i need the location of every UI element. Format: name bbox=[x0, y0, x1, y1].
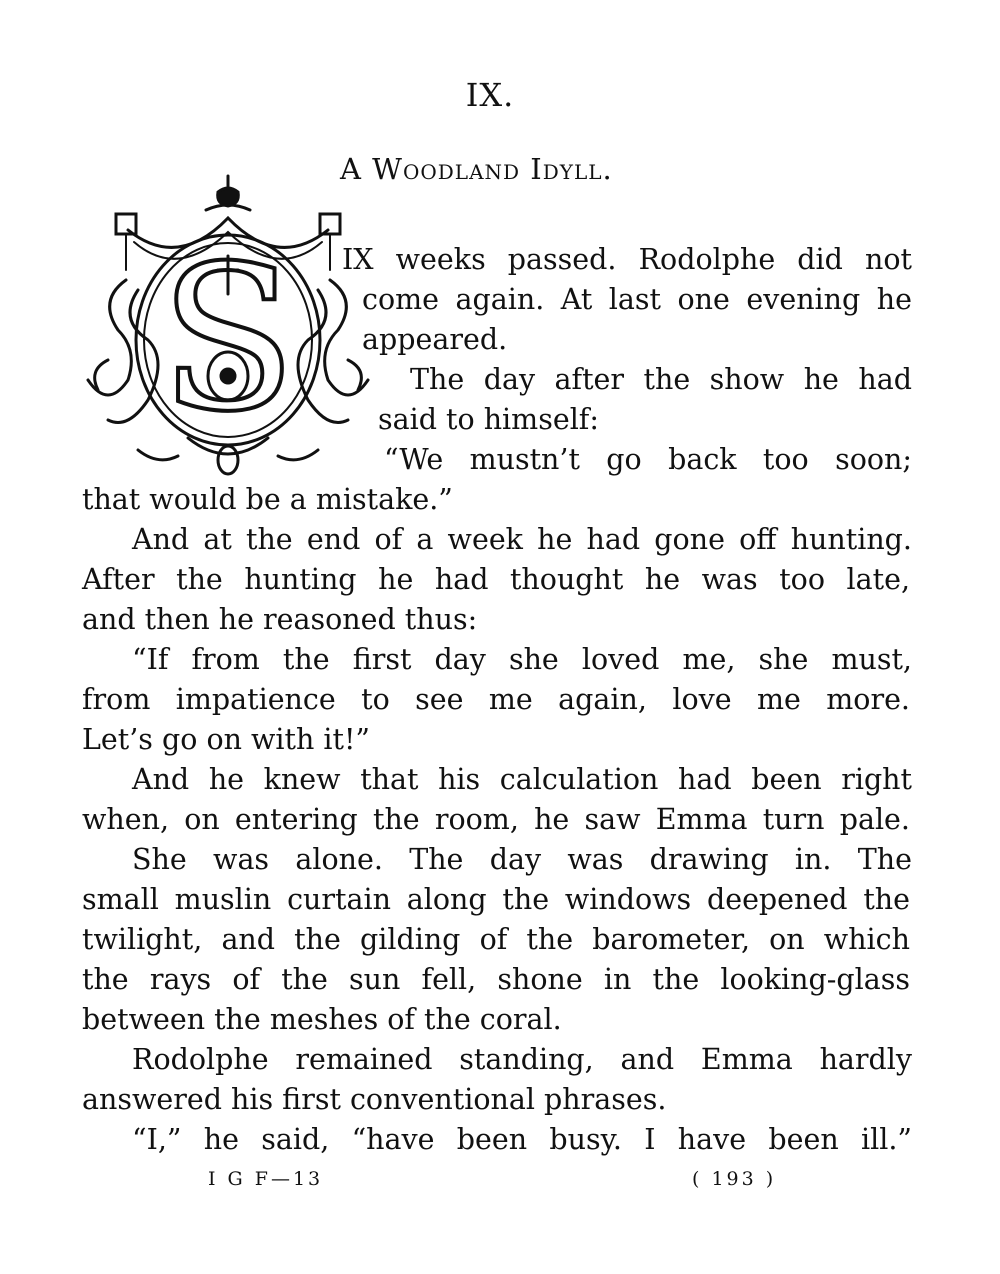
text-line: the rays of the sun fell, shone in the looking-glass bbox=[82, 963, 910, 996]
text-line: “If from the first day she loved me, she must, bbox=[132, 643, 912, 676]
text-line: appeared. bbox=[362, 323, 508, 356]
text-line: IX weeks passed. Rodolphe did not bbox=[342, 243, 912, 276]
text-line: “We mustn’t go back too soon; bbox=[384, 443, 912, 476]
text-line: between the meshes of the coral. bbox=[82, 1003, 562, 1036]
text-line: said to himself: bbox=[378, 403, 599, 436]
text-line: that would be a mistake.” bbox=[82, 483, 453, 516]
page-number: ( 193 ) bbox=[692, 1168, 777, 1190]
text-line: Let’s go on with it!” bbox=[82, 723, 370, 756]
chapter-title: A Woodland Idyll. bbox=[340, 152, 613, 186]
text-line: The day after the show he had bbox=[410, 363, 912, 396]
text-line: twilight, and the gilding of the barometer, on which bbox=[82, 923, 910, 956]
chapter-number: IX. bbox=[465, 76, 515, 114]
text-line: And at the end of a week he had gone off hunting. bbox=[132, 523, 912, 556]
text-line: answered his first conventional phrases. bbox=[82, 1083, 667, 1116]
drop-cap-letter: S bbox=[159, 223, 297, 456]
text-line: “I,” he said, “have been busy. I have been ill.” bbox=[132, 1123, 912, 1156]
text-line: and then he reasoned thus: bbox=[82, 603, 478, 636]
printer-signature: I G F—13 bbox=[208, 1168, 324, 1190]
text-line: After the hunting he had thought he was too late, bbox=[82, 563, 910, 596]
text-line: She was alone. The day was drawing in. The bbox=[132, 843, 912, 876]
ornamental-initial bbox=[78, 170, 378, 478]
text-line: from impatience to see me again, love me more. bbox=[82, 683, 910, 716]
text-line: when, on entering the room, he saw Emma turn pale. bbox=[82, 803, 910, 836]
text-line: small muslin curtain along the windows deepened the bbox=[82, 883, 910, 916]
text-line: come again. At last one evening he bbox=[362, 283, 912, 316]
text-line: Rodolphe remained standing, and Emma hardly bbox=[132, 1043, 912, 1076]
text-line: And he knew that his calculation had been right bbox=[132, 763, 912, 796]
